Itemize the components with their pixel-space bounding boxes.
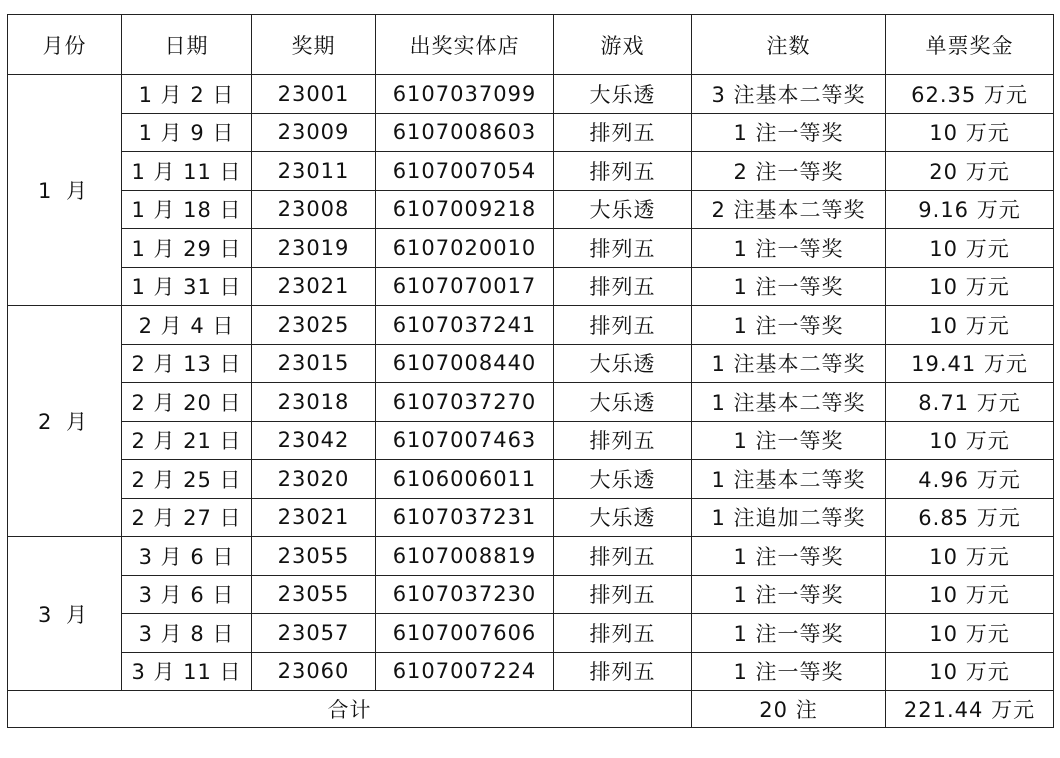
issue-cell: 23021 [252, 267, 376, 306]
game-cell: 排列五 [554, 152, 692, 191]
game-cell: 排列五 [554, 614, 692, 653]
header-game: 游戏 [554, 15, 692, 75]
prize-cell: 10 万元 [886, 614, 1054, 653]
bets-cell: 1 注基本二等奖 [692, 344, 886, 383]
table-row [8, 190, 1054, 229]
store-cell: 6107007463 [376, 421, 554, 460]
date-cell: 1 月 9 日 [122, 113, 252, 152]
game-cell: 排列五 [554, 306, 692, 345]
date-cell: 3 月 6 日 [122, 537, 252, 576]
prize-cell: 6.85 万元 [886, 498, 1054, 537]
prize-cell: 10 万元 [886, 113, 1054, 152]
date-cell: 3 月 11 日 [122, 652, 252, 691]
issue-cell: 23042 [252, 421, 376, 460]
date-cell: 1 月 18 日 [122, 190, 252, 229]
store-cell: 6107037231 [376, 498, 554, 537]
issue-cell: 23055 [252, 537, 376, 576]
month-cell: 1 月 [8, 75, 122, 306]
date-cell: 2 月 20 日 [122, 383, 252, 422]
prize-cell: 10 万元 [886, 575, 1054, 614]
lottery-prize-table [7, 14, 1054, 728]
table-row [8, 75, 1054, 114]
bets-cell: 1 注一等奖 [692, 614, 886, 653]
bets-cell: 1 注基本二等奖 [692, 383, 886, 422]
bets-cell: 1 注一等奖 [692, 229, 886, 268]
month-cell: 2 月 [8, 306, 122, 537]
table-row [8, 652, 1054, 691]
store-cell: 6107008440 [376, 344, 554, 383]
prize-cell: 20 万元 [886, 152, 1054, 191]
game-cell: 大乐透 [554, 383, 692, 422]
game-cell: 排列五 [554, 575, 692, 614]
store-cell: 6107007224 [376, 652, 554, 691]
prize-cell: 10 万元 [886, 267, 1054, 306]
store-cell: 6106006011 [376, 460, 554, 499]
table-row [8, 306, 1054, 345]
store-cell: 6107070017 [376, 267, 554, 306]
table-row [8, 614, 1054, 653]
game-cell: 大乐透 [554, 190, 692, 229]
issue-cell: 23001 [252, 75, 376, 114]
store-cell: 6107007054 [376, 152, 554, 191]
bets-cell: 2 注基本二等奖 [692, 190, 886, 229]
game-cell: 大乐透 [554, 460, 692, 499]
prize-cell: 10 万元 [886, 306, 1054, 345]
game-cell: 排列五 [554, 421, 692, 460]
prize-cell: 10 万元 [886, 421, 1054, 460]
date-cell: 2 月 21 日 [122, 421, 252, 460]
store-cell: 6107008819 [376, 537, 554, 576]
prize-cell: 10 万元 [886, 229, 1054, 268]
store-cell: 6107037230 [376, 575, 554, 614]
date-cell: 2 月 13 日 [122, 344, 252, 383]
date-cell: 3 月 8 日 [122, 614, 252, 653]
table-row [8, 460, 1054, 499]
date-cell: 3 月 6 日 [122, 575, 252, 614]
issue-cell: 23020 [252, 460, 376, 499]
prize-cell: 10 万元 [886, 537, 1054, 576]
date-cell: 2 月 25 日 [122, 460, 252, 499]
game-cell: 大乐透 [554, 75, 692, 114]
prize-cell: 9.16 万元 [886, 190, 1054, 229]
header-date: 日期 [122, 15, 252, 75]
lottery-prize-table-container [7, 14, 1053, 728]
table-row [8, 267, 1054, 306]
issue-cell: 23060 [252, 652, 376, 691]
header-month: 月份 [8, 15, 122, 75]
total-row [8, 691, 1054, 728]
bets-cell: 1 注基本二等奖 [692, 460, 886, 499]
table-row [8, 537, 1054, 576]
store-cell: 6107020010 [376, 229, 554, 268]
game-cell: 大乐透 [554, 498, 692, 537]
table-row [8, 152, 1054, 191]
issue-cell: 23015 [252, 344, 376, 383]
table-row [8, 421, 1054, 460]
total-count: 20 注 [692, 691, 886, 728]
bets-cell: 1 注一等奖 [692, 113, 886, 152]
bets-cell: 1 注一等奖 [692, 306, 886, 345]
store-cell: 6107037241 [376, 306, 554, 345]
header-issue: 奖期 [252, 15, 376, 75]
table-row [8, 498, 1054, 537]
store-cell: 6107008603 [376, 113, 554, 152]
prize-cell: 19.41 万元 [886, 344, 1054, 383]
bets-cell: 1 注一等奖 [692, 652, 886, 691]
game-cell: 排列五 [554, 652, 692, 691]
issue-cell: 23011 [252, 152, 376, 191]
issue-cell: 23008 [252, 190, 376, 229]
table-row [8, 229, 1054, 268]
total-amount: 221.44 万元 [886, 691, 1054, 728]
prize-cell: 4.96 万元 [886, 460, 1054, 499]
table-body [8, 75, 1054, 691]
bets-cell: 1 注一等奖 [692, 421, 886, 460]
table-row [8, 344, 1054, 383]
game-cell: 大乐透 [554, 344, 692, 383]
table-row [8, 575, 1054, 614]
table-row [8, 113, 1054, 152]
store-cell: 6107007606 [376, 614, 554, 653]
prize-cell: 62.35 万元 [886, 75, 1054, 114]
issue-cell: 23055 [252, 575, 376, 614]
date-cell: 2 月 4 日 [122, 306, 252, 345]
issue-cell: 23021 [252, 498, 376, 537]
header-store: 出奖实体店 [376, 15, 554, 75]
store-cell: 6107037099 [376, 75, 554, 114]
bets-cell: 1 注一等奖 [692, 537, 886, 576]
store-cell: 6107009218 [376, 190, 554, 229]
prize-cell: 8.71 万元 [886, 383, 1054, 422]
issue-cell: 23018 [252, 383, 376, 422]
header-prize: 单票奖金 [886, 15, 1054, 75]
issue-cell: 23019 [252, 229, 376, 268]
prize-cell: 10 万元 [886, 652, 1054, 691]
issue-cell: 23025 [252, 306, 376, 345]
bets-cell: 3 注基本二等奖 [692, 75, 886, 114]
date-cell: 1 月 2 日 [122, 75, 252, 114]
date-cell: 1 月 29 日 [122, 229, 252, 268]
store-cell: 6107037270 [376, 383, 554, 422]
table-row [8, 383, 1054, 422]
issue-cell: 23057 [252, 614, 376, 653]
issue-cell: 23009 [252, 113, 376, 152]
date-cell: 1 月 11 日 [122, 152, 252, 191]
bets-cell: 2 注一等奖 [692, 152, 886, 191]
game-cell: 排列五 [554, 267, 692, 306]
month-cell: 3 月 [8, 537, 122, 691]
date-cell: 2 月 27 日 [122, 498, 252, 537]
header-bets: 注数 [692, 15, 886, 75]
bets-cell: 1 注追加二等奖 [692, 498, 886, 537]
bets-cell: 1 注一等奖 [692, 267, 886, 306]
date-cell: 1 月 31 日 [122, 267, 252, 306]
game-cell: 排列五 [554, 537, 692, 576]
game-cell: 排列五 [554, 229, 692, 268]
game-cell: 排列五 [554, 113, 692, 152]
total-label: 合计 [8, 691, 692, 728]
bets-cell: 1 注一等奖 [692, 575, 886, 614]
header-row [8, 15, 1054, 75]
